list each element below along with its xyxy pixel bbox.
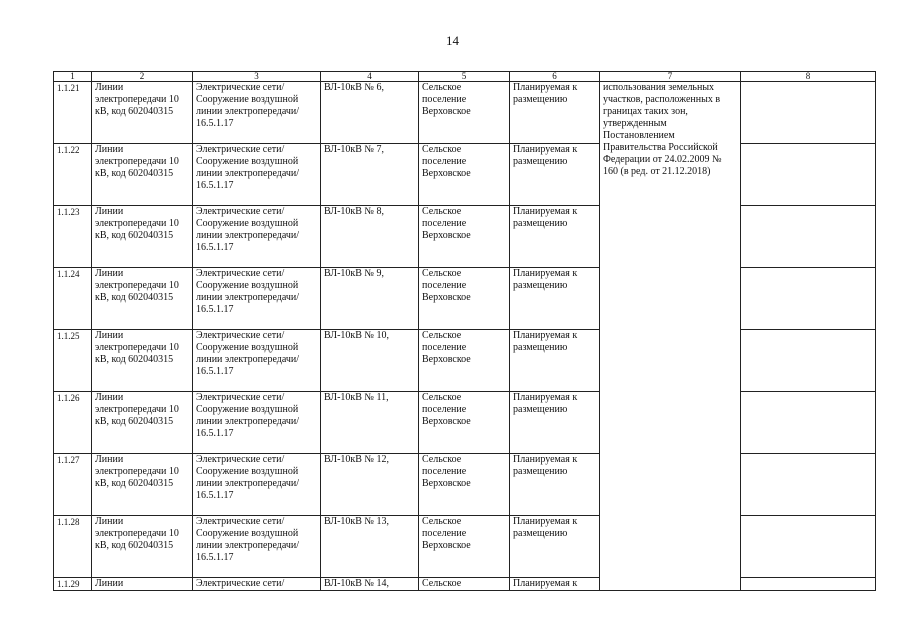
object-status: Планируемая к размещению [510,516,600,578]
col8-cell [741,516,876,578]
col8-cell [741,454,876,516]
object-designation: ВЛ-10кВ № 6, [321,82,419,144]
object-category: Электрические сети/ Сооружение воздушной линии электропередачи/ 16.5.1.17 [193,330,321,392]
object-location: Сельское [419,578,510,591]
table-row [54,330,876,392]
table-row [54,578,876,591]
object-name: Линии электропередачи 10 кВ, код 602040315 [92,206,193,268]
row-number: 1.1.23 [54,206,92,268]
object-status: Планируемая к размещению [510,268,600,330]
object-designation: ВЛ-10кВ № 9, [321,268,419,330]
object-name: Линии электропередачи 10 кВ, код 602040315 [92,268,193,330]
table-row [54,516,876,578]
object-category: Электрические сети/ Сооружение воздушной линии электропередачи/ 16.5.1.17 [193,454,321,516]
register-table [53,71,876,591]
object-location: Сельское поселение Верховское [419,392,510,454]
object-designation: ВЛ-10кВ № 8, [321,206,419,268]
col-header-5: 5 [419,72,510,82]
object-name: Линии [92,578,193,591]
object-name: Линии электропередачи 10 кВ, код 602040315 [92,82,193,144]
object-category: Электрические сети/ Сооружение воздушной линии электропередачи/ 16.5.1.17 [193,516,321,578]
zone-restrictions: использования земельных участков, расположенных в границах таких зон, утвержденным Постановлением Правительства Российской Федерации от 24.02.2009 № 160 (в ред. от 21.12.2018) [600,82,741,591]
object-status: Планируемая к размещению [510,206,600,268]
col-header-7: 7 [600,72,741,82]
page-number: 14 [446,33,459,48]
row-number: 1.1.26 [54,392,92,454]
table-row [54,392,876,454]
object-location: Сельское поселение Верховское [419,516,510,578]
object-designation: ВЛ-10кВ № 13, [321,516,419,578]
object-designation: ВЛ-10кВ № 12, [321,454,419,516]
table-row [54,454,876,516]
object-category: Электрические сети/ Сооружение воздушной линии электропередачи/ 16.5.1.17 [193,206,321,268]
col-header-1: 1 [54,72,92,82]
col-header-4: 4 [321,72,419,82]
col-header-3: 3 [193,72,321,82]
col8-cell [741,578,876,591]
row-number: 1.1.21 [54,82,92,144]
row-number: 1.1.22 [54,144,92,206]
row-number: 1.1.25 [54,330,92,392]
object-name: Линии электропередачи 10 кВ, код 602040315 [92,144,193,206]
object-name: Линии электропередачи 10 кВ, код 602040315 [92,330,193,392]
object-designation: ВЛ-10кВ № 14, [321,578,419,591]
col8-cell [741,330,876,392]
row-number: 1.1.24 [54,268,92,330]
object-status: Планируемая к размещению [510,392,600,454]
object-name: Линии электропередачи 10 кВ, код 602040315 [92,516,193,578]
object-location: Сельское поселение Верховское [419,206,510,268]
object-status: Планируемая к размещению [510,330,600,392]
object-location: Сельское поселение Верховское [419,330,510,392]
object-category: Электрические сети/ Сооружение воздушной линии электропередачи/ 16.5.1.17 [193,268,321,330]
object-location: Сельское поселение Верховское [419,144,510,206]
col-header-2: 2 [92,72,193,82]
object-status: Планируемая к размещению [510,144,600,206]
object-category: Электрические сети/ Сооружение воздушной линии электропередачи/ 16.5.1.17 [193,82,321,144]
object-location: Сельское поселение Верховское [419,82,510,144]
col8-cell [741,144,876,206]
table-row [54,144,876,206]
col8-cell [741,392,876,454]
object-name: Линии электропередачи 10 кВ, код 602040315 [92,392,193,454]
object-designation: ВЛ-10кВ № 10, [321,330,419,392]
object-status: Планируемая к размещению [510,454,600,516]
col-header-8: 8 [741,72,876,82]
object-status: Планируемая к размещению [510,82,600,144]
object-status: Планируемая к [510,578,600,591]
col8-cell [741,82,876,144]
object-name: Линии электропередачи 10 кВ, код 602040315 [92,454,193,516]
table-row [54,206,876,268]
object-category: Электрические сети/ Сооружение воздушной линии электропередачи/ 16.5.1.17 [193,392,321,454]
object-designation: ВЛ-10кВ № 11, [321,392,419,454]
table-row [54,268,876,330]
col8-cell [741,206,876,268]
col8-cell [741,268,876,330]
row-number: 1.1.28 [54,516,92,578]
row-number: 1.1.27 [54,454,92,516]
header-row [54,72,876,82]
object-designation: ВЛ-10кВ № 7, [321,144,419,206]
object-category: Электрические сети/ Сооружение воздушной линии электропередачи/ 16.5.1.17 [193,144,321,206]
table-row [54,82,876,144]
col-header-6: 6 [510,72,600,82]
object-location: Сельское поселение Верховское [419,454,510,516]
object-location: Сельское поселение Верховское [419,268,510,330]
row-number: 1.1.29 [54,578,92,591]
object-category: Электрические сети/ [193,578,321,591]
